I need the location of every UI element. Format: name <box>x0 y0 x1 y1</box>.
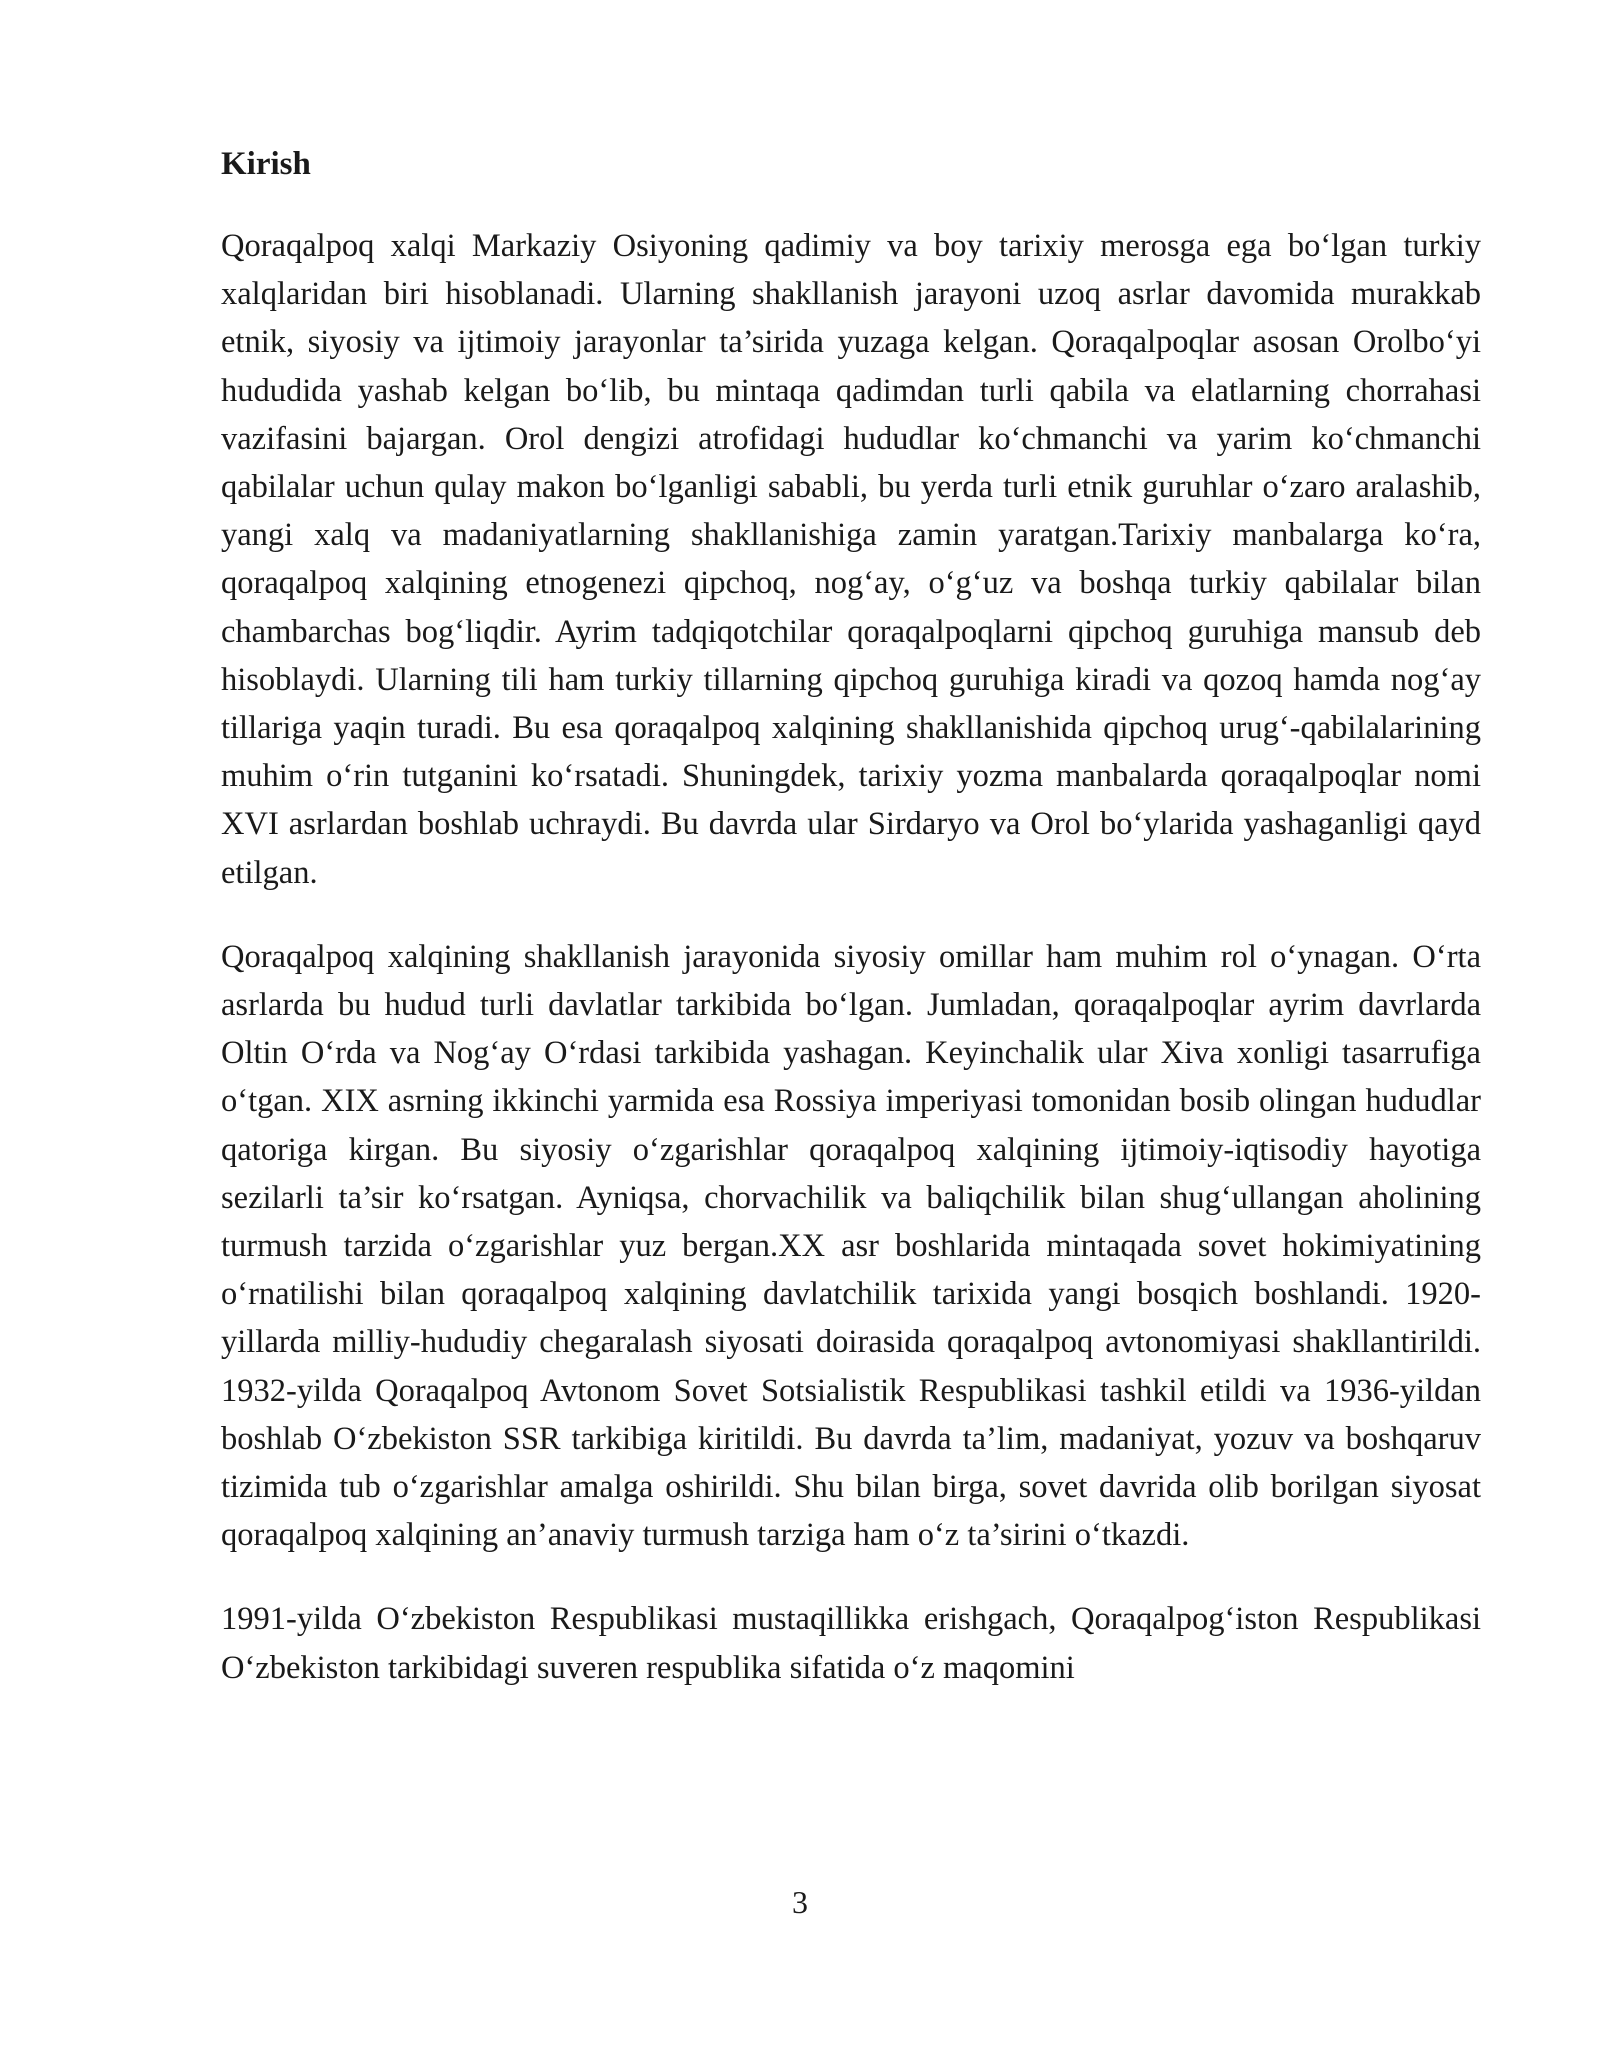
paragraph-2: Qoraqalpoq xalqining shakllanish jarayonida siyosiy omillar ham muhim rol o‘ynagan. O‘rta asrlarda bu hudud turli davlatlar tarkibida bo‘lgan. Jumladan, qoraqalpoqlar ayrim davrlarda Oltin O‘rda va Nog‘ay O‘rdasi tarkibida yashagan. Keyinchalik ular Xiva xonligi tasarrufiga o‘tgan. XIX asrning ikkinchi yarmida esa Rossiya imperiyasi tomonidan bosib olingan hududlar qatoriga kirgan. Bu siyosiy o‘zgarishlar qoraqalpoq xalqining ijtimoiy-iqtisodiy hayotiga sezilarli ta’sir ko‘rsatgan. Ayniqsa, chorvachilik va baliqchilik bilan shug‘ullangan aholining turmush tarzida o‘zgarishlar yuz bergan.XX asr boshlarida mintaqada sovet hokimiyatining o‘rnatilishi bilan qoraqalpoq xalqining davlatchilik tarixida yangi bosqich boshlandi. 1920-yillarda milliy-hududiy chegaralash siyosati doirasida qoraqalpoq avtonomiyasi shakllantirildi. 1932-yilda Qoraqalpoq Avtonom Sovet Sotsialistik Respublikasi tashkil etildi va 1936-yildan boshlab O‘zbekiston SSR tarkibiga kiritildi. Bu davrda ta’lim, madaniyat, yozuv va boshqaruv tizimida tub o‘zgarishlar amalga oshirildi. Shu bilan birga, sovet davrida olib borilgan siyosat qoraqalpoq xalqining an’anaviy turmush tarziga ham o‘z ta’sirini o‘tkazdi. <box>221 938 1481 1554</box>
paragraph-1: Qoraqalpoq xalqi Markaziy Osiyoning qadimiy va boy tarixiy merosga ega bo‘lgan turkiy xalqlaridan biri hisoblanadi. Ularning shakllanish jarayoni uzoq asrlar davomida murakkab etnik, siyosiy va ijtimoiy jarayonlar ta’sirida yuzaga kelgan. Qoraqalpoqlar asosan Orolbo‘yi hududida yashab kelgan bo‘lib, bu mintaqa qadimdan turli qabila va elatlarning chorrahasi vazifasini bajargan. Orol dengizi atrofidagi hududlar ko‘chmanchi va yarim ko‘chmanchi qabilalar uchun qulay makon bo‘lganligi sababli, bu yerda turli etnik guruhlar o‘zaro aralashib, yangi xalq va madaniyatlarning shakllanishiga zamin yaratgan.Tarixiy manbalarga ko‘ra, qoraqalpoq xalqining etnogenezi qipchoq, nog‘ay, o‘g‘uz va boshqa turkiy qabilalar bilan chambarchas bog‘liqdir. Ayrim tadqiqotchilar qoraqalpoqlarni qipchoq guruhiga mansub deb hisoblaydi. Ularning tili ham turkiy tillarning qipchoq guruhiga kiradi va qozoq hamda nog‘ay tillariga yaqin turadi. Bu esa qoraqalpoq xalqining shakllanishida qipchoq urug‘-qabilalarining muhim o‘rin tutganini ko‘rsatadi. Shuningdek, tarixiy yozma manbalarda qoraqalpoqlar nomi XVI asrlardan boshlab uchraydi. Bu davrda ular Sirdaryo va Orol bo‘ylarida yashaganligi qayd etilgan. <box>221 228 1481 891</box>
document-page <box>221 140 1481 1692</box>
paragraph-3: 1991-yilda O‘zbekiston Respublikasi mustaqillikka erishgach, Qoraqalpog‘iston Respublikasi O‘zbekiston tarkibidagi suveren respublika sifatida o‘z maqomini <box>221 1601 1481 1686</box>
page-number: 3 <box>792 1884 808 1920</box>
section-heading: Kirish <box>221 146 311 182</box>
